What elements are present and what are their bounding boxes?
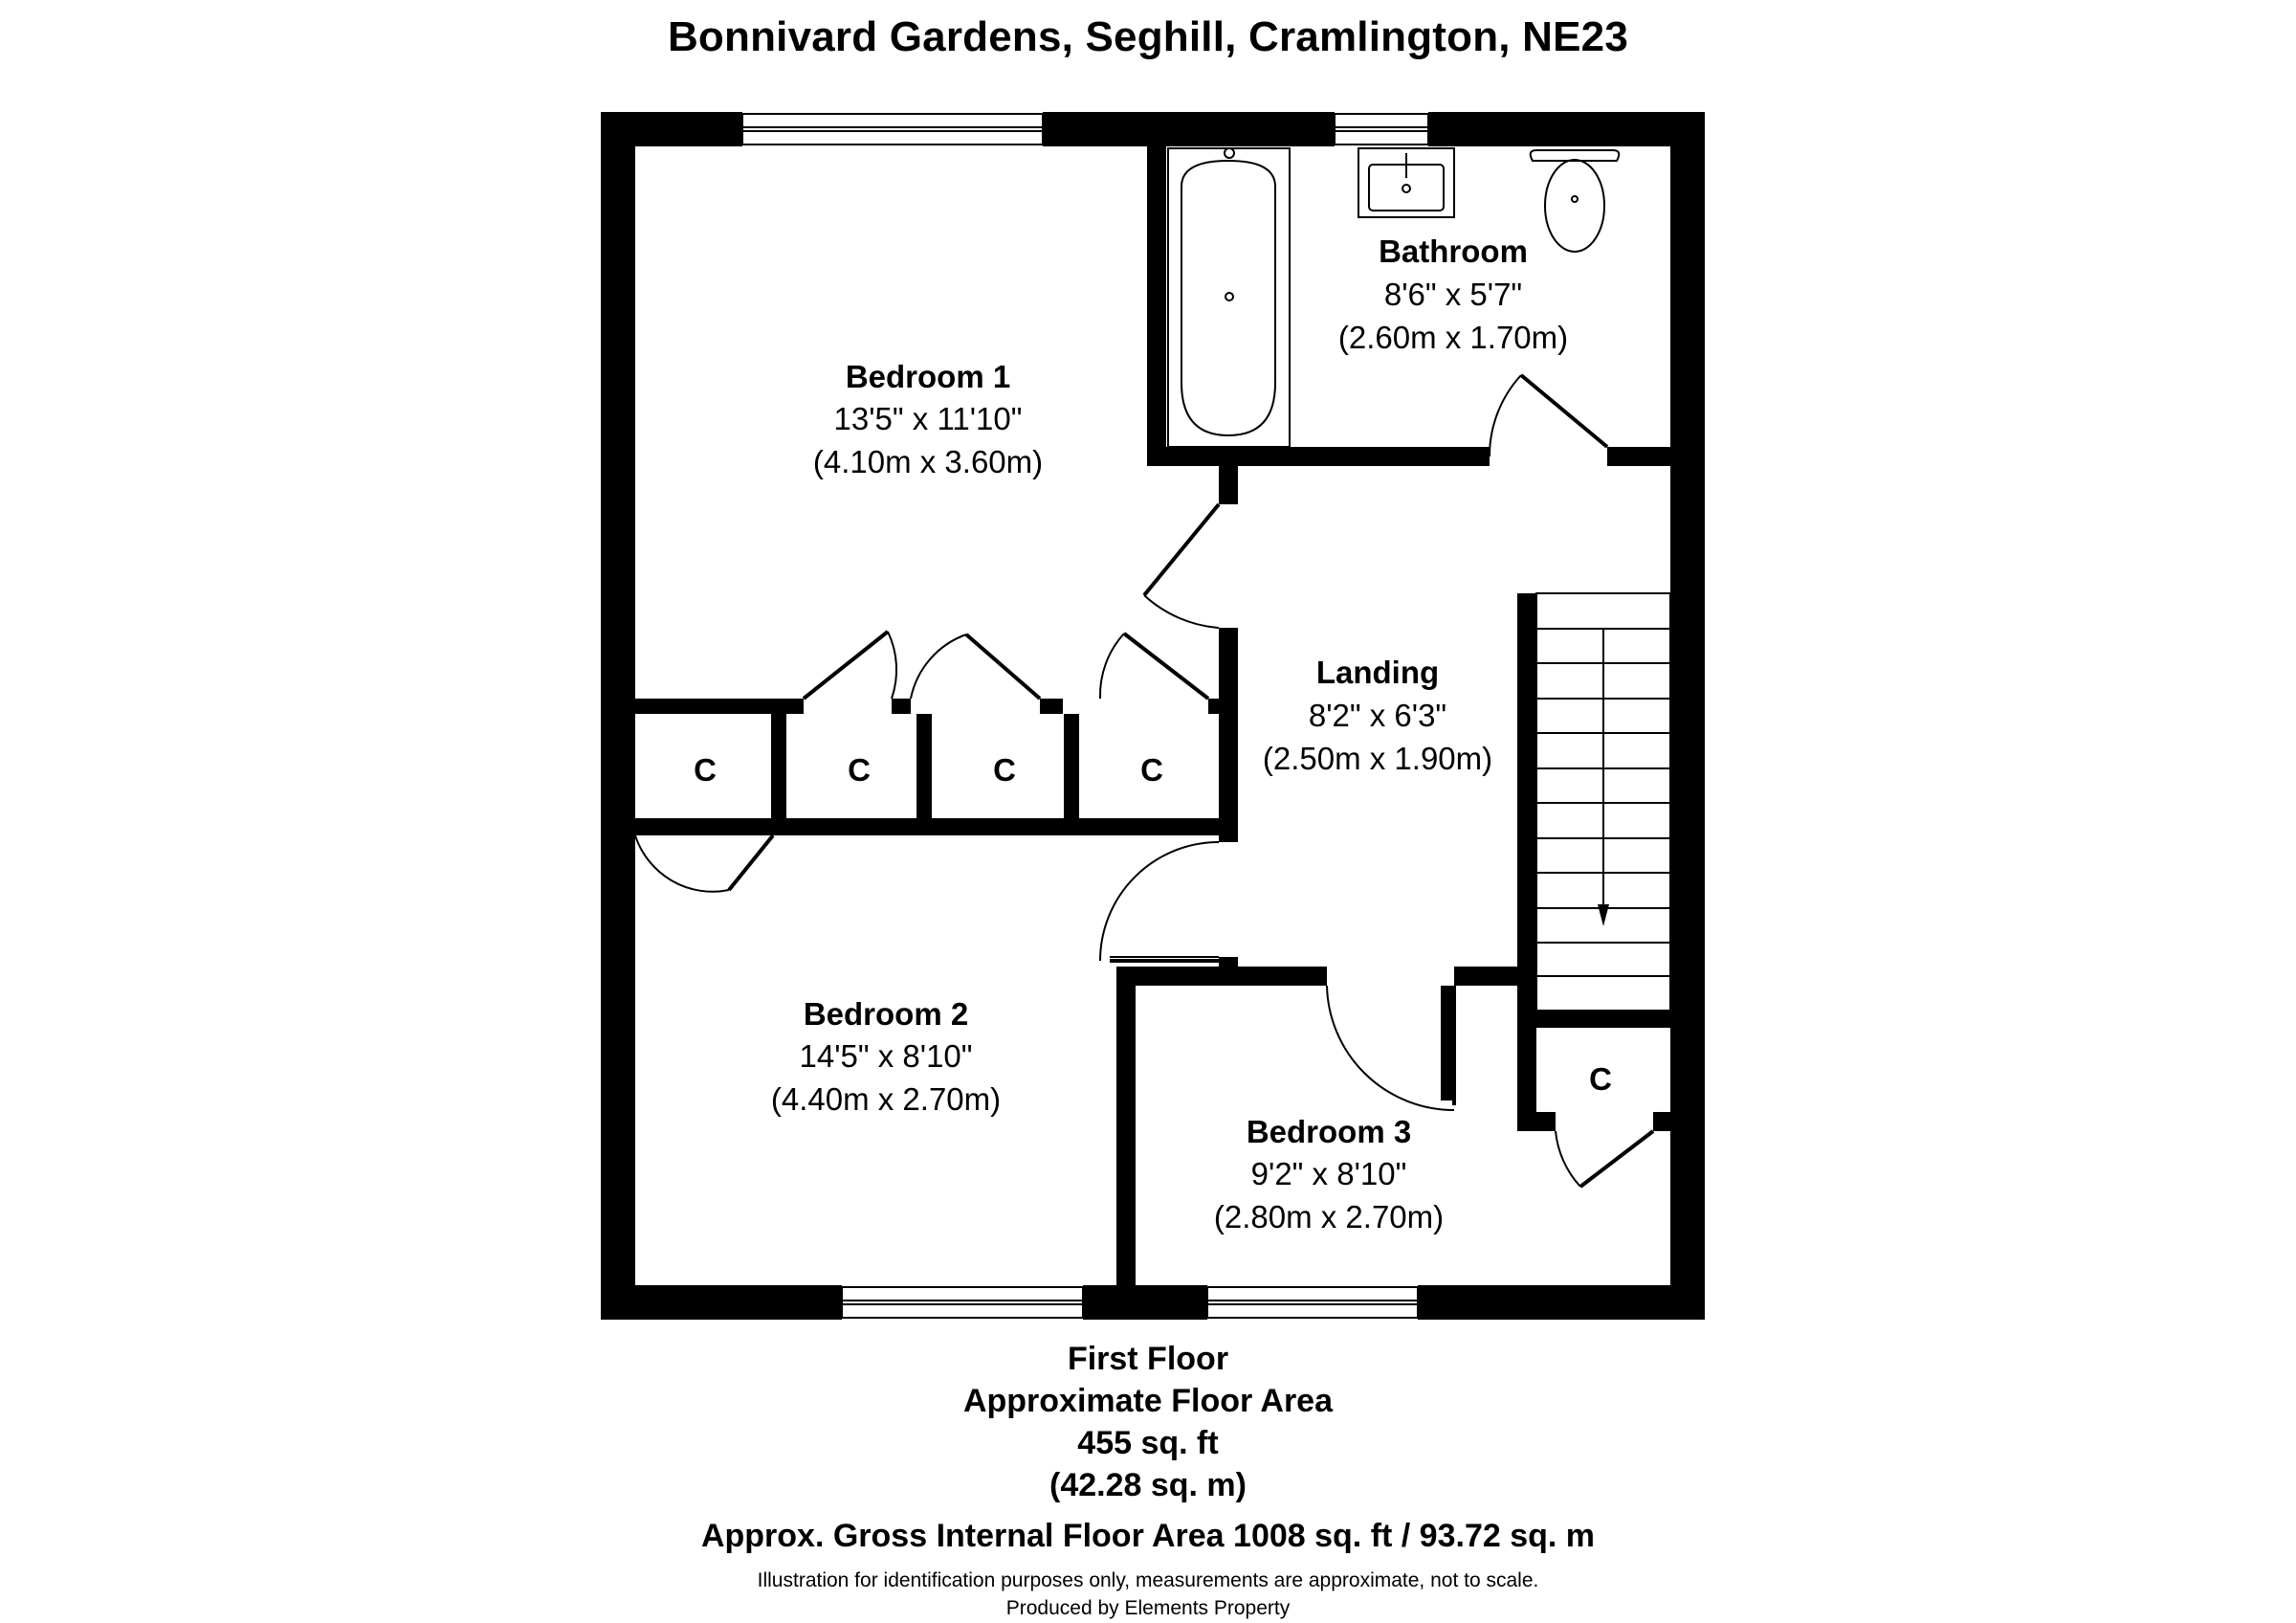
room-size-imperial: 14'5" x 8'10": [799, 1038, 973, 1074]
closet-label: C: [694, 752, 717, 788]
room-bedroom1: [813, 359, 1043, 479]
room-size-imperial: 13'5" x 11'10": [833, 401, 1023, 436]
producer-credit: Produced by Elements Property: [1005, 1597, 1291, 1619]
disclaimer: Illustration for identification purposes only, measurements are approximate, not to scale.: [757, 1569, 1539, 1591]
room-size-imperial: 8'2" x 6'3": [1308, 698, 1447, 733]
floor-area-sqft: 455 sq. ft: [1077, 1425, 1219, 1461]
door-closet-4: [1100, 634, 1208, 699]
closet-label: C: [848, 752, 871, 788]
window-bedroom2: [842, 1287, 1083, 1318]
room-size-imperial: 9'2" x 8'10": [1250, 1156, 1407, 1191]
bathtub: [1168, 148, 1290, 447]
door-stair-cupboard: [1556, 1131, 1653, 1187]
room-name: Bedroom 3: [1246, 1114, 1412, 1149]
door-bedroom3: [1327, 986, 1454, 1110]
door-bedroom1: [1144, 504, 1219, 628]
room-size-metric: (2.50m x 1.90m): [1262, 741, 1493, 776]
window-bathroom: [1335, 114, 1428, 145]
room-name: Bedroom 2: [803, 996, 969, 1032]
door-closet-2: [804, 632, 896, 699]
gross-area: Approx. Gross Internal Floor Area 1008 sq. ft / 93.72 sq. m: [700, 1518, 1596, 1554]
door-bathroom: [1490, 375, 1607, 456]
floor-name: First Floor: [1067, 1341, 1229, 1377]
window-bedroom1: [742, 114, 1043, 145]
door-closet-1: [635, 835, 773, 892]
room-size-imperial: 8'6" x 5'7": [1383, 277, 1523, 312]
floor-area-sqm: (42.28 sq. m): [1049, 1467, 1247, 1503]
closet-label: C: [1140, 752, 1163, 788]
room-size-metric: (4.40m x 2.70m): [770, 1081, 1002, 1117]
room-name: Bedroom 1: [845, 359, 1011, 394]
washbasin: [1358, 148, 1454, 217]
closet-label: C: [993, 752, 1016, 788]
floor-area-label: Approximate Floor Area: [962, 1383, 1334, 1419]
room-size-metric: (2.80m x 2.70m): [1213, 1199, 1445, 1234]
plan-title: Bonnivard Gardens, Seghill, Cramlington, NE23: [667, 13, 1629, 60]
room-size-metric: (2.60m x 1.70m): [1337, 320, 1569, 355]
room-size-metric: (4.10m x 3.60m): [812, 444, 1044, 479]
room-name: Bathroom: [1379, 233, 1528, 269]
room-name: Landing: [1315, 655, 1440, 690]
room-bedroom2: [771, 996, 1001, 1117]
room-landing: [1263, 655, 1492, 776]
stairs: [1536, 593, 1670, 1011]
door-closet-3: [911, 634, 1040, 699]
closet-label: C: [1589, 1061, 1612, 1097]
door-bedroom2: [1100, 842, 1219, 961]
floor-summary: [0, 1338, 2296, 1506]
toilet: [1531, 150, 1620, 252]
window-bedroom3: [1207, 1287, 1418, 1318]
room-bedroom3: [1214, 1114, 1444, 1234]
room-bathroom: [1338, 233, 1568, 355]
